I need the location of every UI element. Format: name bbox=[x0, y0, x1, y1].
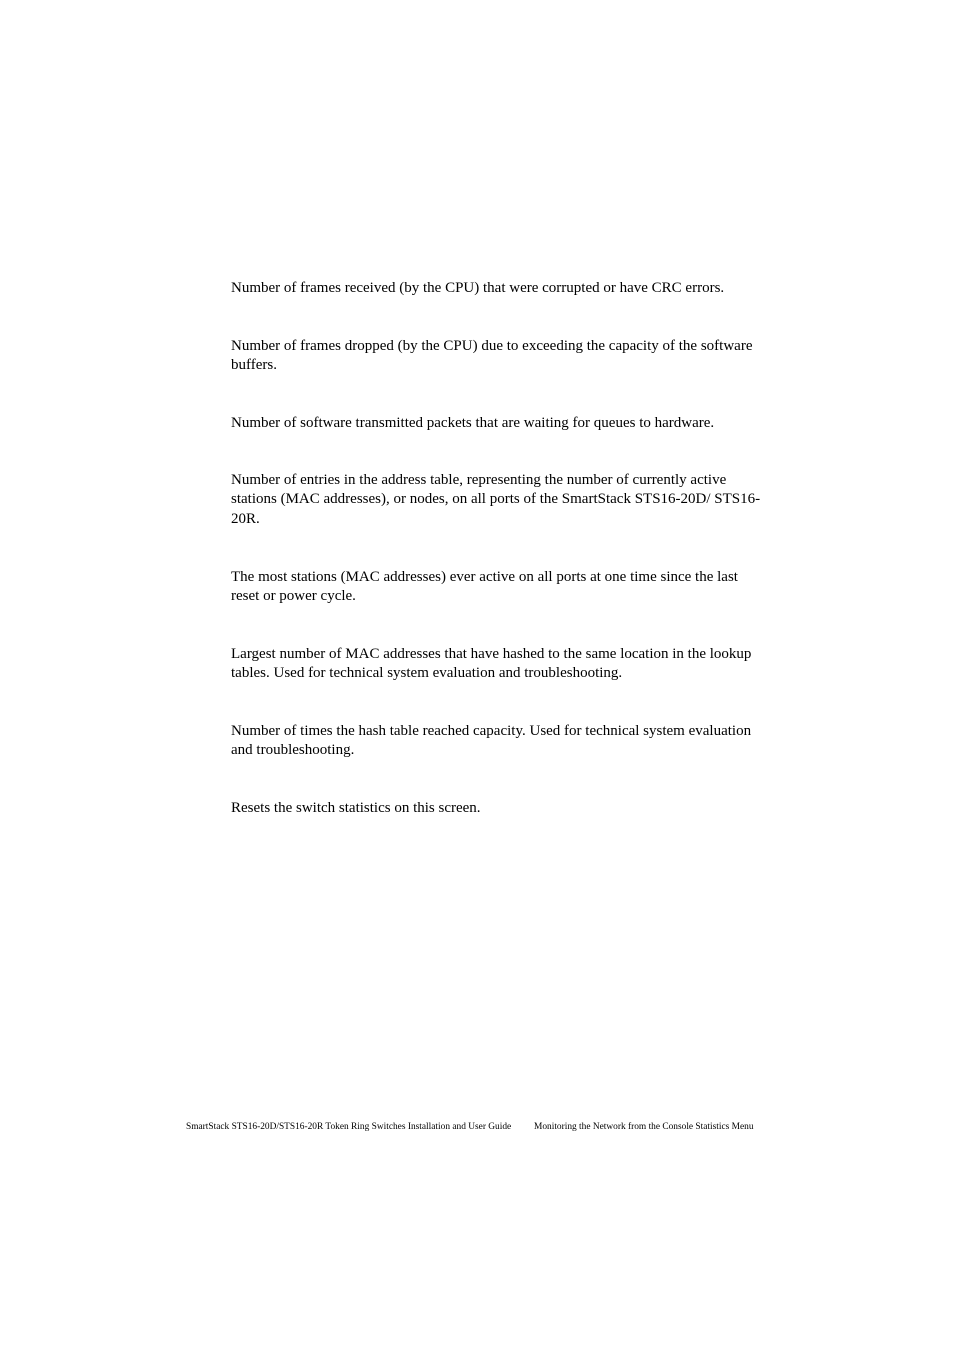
description-address-table-entries: Number of entries in the address table, representing the number of currently active stations (MAC addresses), or nodes, on all ports of the SmartStack STS16-20D/ STS16-20R. bbox=[231, 472, 761, 527]
footer-section-title: Monitoring the Network from the Console Statistics Menu bbox=[534, 1122, 754, 1132]
description-transmit-queue: Number of software transmitted packets that are waiting for queues to hardware. bbox=[231, 415, 715, 431]
description-frames-dropped: Number of frames dropped (by the CPU) due to exceeding the capacity of the software buffers. bbox=[231, 338, 753, 374]
description-hash-table-full: Number of times the hash table reached capacity. Used for technical system evaluation and troubleshooting. bbox=[231, 723, 752, 759]
footer-document-title: SmartStack STS16-20D/STS16-20R Token Ring Switches Installation and User Guide bbox=[186, 1122, 512, 1132]
description-reset-statistics: Resets the switch statistics on this screen. bbox=[231, 800, 481, 816]
description-max-stations: The most stations (MAC addresses) ever active on all ports at one time since the last reset or power cycle. bbox=[231, 569, 738, 605]
description-crc-errors: Number of frames received (by the CPU) that were corrupted or have CRC errors. bbox=[231, 280, 725, 296]
description-hash-collisions: Largest number of MAC addresses that have hashed to the same location in the lookup tables. Used for technical system evaluation and troubleshooting. bbox=[231, 646, 752, 682]
